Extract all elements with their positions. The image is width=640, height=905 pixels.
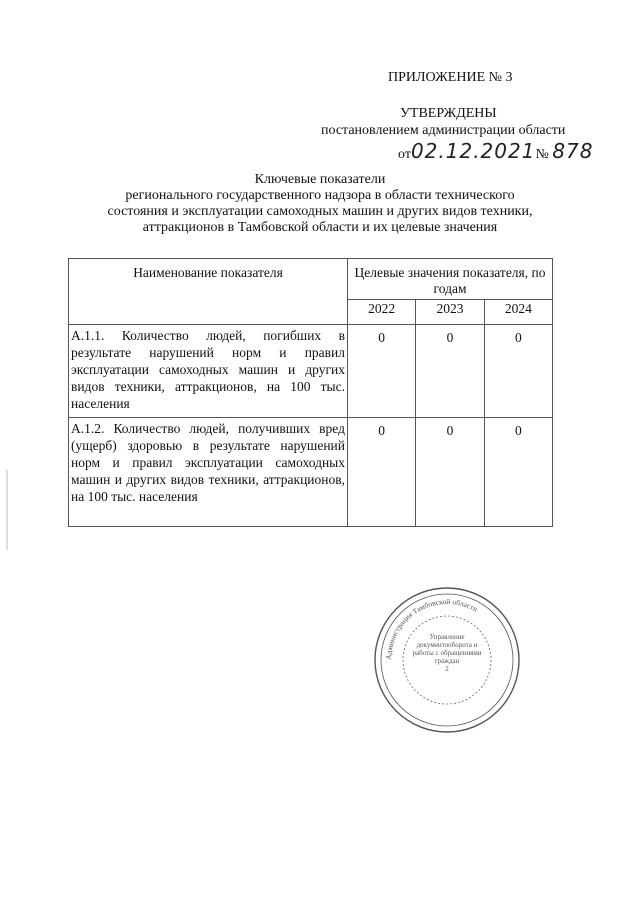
appendix-label: ПРИЛОЖЕНИЕ № 3 (388, 70, 513, 85)
indicator-name: А.1.2. Количество людей, получивших вред (ущерб) здоровью в результате нарушений норм и правил эксплуатации самоходных машин и других видов техники, аттракционов, на 100 тыс. населения (69, 418, 348, 527)
number-sign: № (535, 147, 549, 162)
title-line: аттракционов в Тамбовской области и их целевые значения (142, 220, 498, 235)
handwritten-number: 878 (552, 139, 594, 163)
scan-edge-mark (6, 470, 8, 550)
title-line: состояния и эксплуатации самоходных машин и других видов техники, (107, 204, 533, 219)
column-header-year: 2023 (416, 300, 484, 325)
decree-label: постановлением администрации области (321, 123, 566, 138)
official-stamp (372, 585, 522, 735)
target-value: 0 (484, 325, 552, 418)
decree-dateline (398, 139, 594, 163)
stamp-outer-text: Администрация Тамбовской области (383, 596, 480, 661)
date-prefix: от (398, 147, 411, 162)
target-value: 0 (348, 418, 416, 527)
approved-label: УТВЕРЖДЕНЫ (400, 106, 497, 121)
target-value: 0 (348, 325, 416, 418)
stamp-number: 2 (445, 665, 449, 673)
document-title (60, 172, 580, 236)
column-header-name: Наименование показателя (69, 259, 348, 325)
table-header-row (69, 259, 553, 300)
column-header-target-values: Целевые значения показателя, по годам (348, 259, 553, 300)
column-header-year: 2024 (484, 300, 552, 325)
target-value: 0 (484, 418, 552, 527)
title-line: Ключевые показатели (254, 172, 386, 187)
target-value: 0 (416, 418, 484, 527)
stamp-center-text: Управление документооборота и работы с обращениями граждан (412, 633, 482, 665)
indicator-name: А.1.1. Количество людей, погибших в результате нарушений норм и правил эксплуатации самоходных машин и других видов техники, аттракционов, на 100 тыс. населения (69, 325, 348, 418)
column-header-year: 2022 (348, 300, 416, 325)
table-row (69, 418, 553, 527)
target-value: 0 (416, 325, 484, 418)
table-row (69, 325, 553, 418)
handwritten-date: 02.12.2021 (410, 139, 536, 163)
title-line: регионального государственного надзора в области технического (125, 188, 515, 203)
indicators-table (68, 258, 553, 527)
